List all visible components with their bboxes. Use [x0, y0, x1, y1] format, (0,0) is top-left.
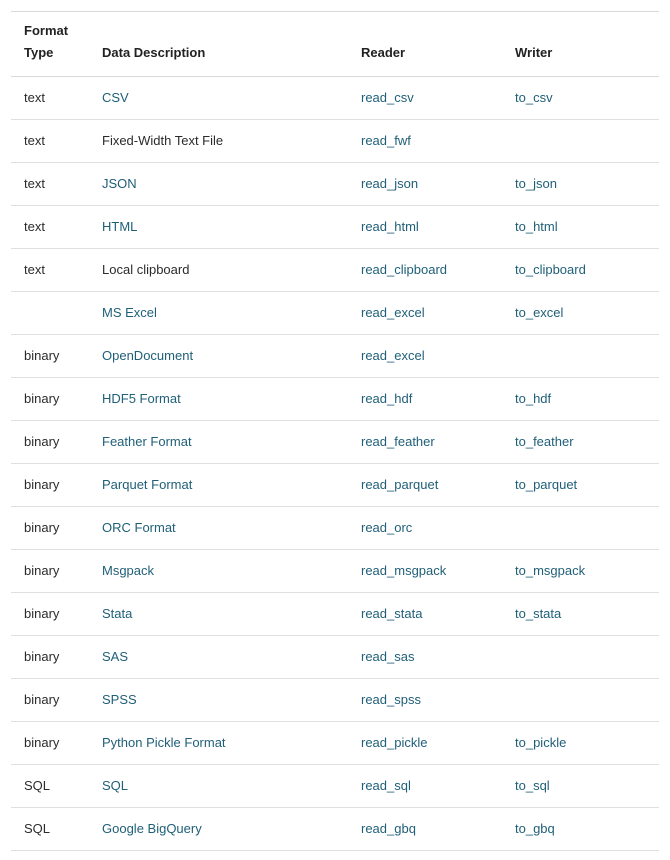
- reader-cell: [361, 292, 515, 335]
- reader-link[interactable]: read_orc: [361, 520, 413, 535]
- table-row: [11, 808, 659, 851]
- description-cell: [102, 593, 361, 636]
- header-writer: Writer: [515, 12, 659, 77]
- table-row: [11, 679, 659, 722]
- reader-link[interactable]: read_hdf: [361, 391, 413, 406]
- description-cell: [102, 550, 361, 593]
- io-formats-table: [11, 11, 659, 851]
- format-type-cell: binary: [11, 464, 102, 507]
- writer-cell: [515, 765, 659, 808]
- reader-link[interactable]: read_gbq: [361, 821, 416, 836]
- format-type-cell: binary: [11, 550, 102, 593]
- format-type-cell: binary: [11, 378, 102, 421]
- writer-link[interactable]: to_feather: [515, 434, 574, 449]
- writer-cell: [515, 593, 659, 636]
- description-cell: [102, 679, 361, 722]
- table-row: [11, 636, 659, 679]
- writer-cell: [515, 120, 659, 163]
- reader-cell: [361, 679, 515, 722]
- writer-cell: [515, 206, 659, 249]
- writer-cell: [515, 808, 659, 851]
- reader-cell: [361, 593, 515, 636]
- table-row: [11, 249, 659, 292]
- description-link[interactable]: Msgpack: [102, 563, 155, 578]
- reader-link[interactable]: read_pickle: [361, 735, 428, 750]
- writer-link[interactable]: to_sql: [515, 778, 550, 793]
- reader-cell: [361, 722, 515, 765]
- description-link[interactable]: Python Pickle Format: [102, 735, 226, 750]
- reader-link[interactable]: read_csv: [361, 90, 414, 105]
- description-cell: [102, 77, 361, 120]
- writer-link[interactable]: to_html: [515, 219, 558, 234]
- writer-link[interactable]: to_json: [515, 176, 557, 191]
- reader-link[interactable]: read_clipboard: [361, 262, 448, 277]
- reader-link[interactable]: read_feather: [361, 434, 435, 449]
- reader-cell: [361, 421, 515, 464]
- reader-cell: [361, 808, 515, 851]
- description-cell: [102, 507, 361, 550]
- description-cell: [102, 378, 361, 421]
- table-row: [11, 163, 659, 206]
- reader-link[interactable]: read_spss: [361, 692, 421, 707]
- format-type-cell: binary: [11, 636, 102, 679]
- writer-link[interactable]: to_stata: [515, 606, 562, 621]
- description-link[interactable]: HDF5 Format: [102, 391, 181, 406]
- reader-link[interactable]: read_excel: [361, 348, 425, 363]
- format-type-cell: text: [11, 77, 102, 120]
- description-link[interactable]: Google BigQuery: [102, 821, 202, 836]
- reader-cell: [361, 163, 515, 206]
- writer-link[interactable]: to_parquet: [515, 477, 578, 492]
- reader-cell: [361, 507, 515, 550]
- description-link[interactable]: Stata: [102, 606, 133, 621]
- writer-cell: [515, 378, 659, 421]
- reader-link[interactable]: read_fwf: [361, 133, 411, 148]
- reader-cell: [361, 550, 515, 593]
- writer-link[interactable]: to_hdf: [515, 391, 552, 406]
- reader-cell: [361, 120, 515, 163]
- writer-cell: [515, 636, 659, 679]
- description-cell: [102, 335, 361, 378]
- writer-cell: [515, 335, 659, 378]
- writer-cell: [515, 507, 659, 550]
- table-row: [11, 292, 659, 335]
- table-row: [11, 722, 659, 765]
- table-row: [11, 206, 659, 249]
- writer-link[interactable]: to_msgpack: [515, 563, 586, 578]
- description-link[interactable]: OpenDocument: [102, 348, 194, 363]
- reader-cell: [361, 335, 515, 378]
- format-type-cell: binary: [11, 421, 102, 464]
- header-data-description: Data Description: [102, 12, 361, 77]
- format-type-cell: binary: [11, 722, 102, 765]
- description-link[interactable]: ORC Format: [102, 520, 176, 535]
- description-cell: [102, 464, 361, 507]
- description-link[interactable]: SAS: [102, 649, 129, 664]
- header-format-type: [11, 12, 102, 77]
- reader-link[interactable]: read_excel: [361, 305, 425, 320]
- description-cell: [102, 249, 361, 292]
- format-type-cell: SQL: [11, 808, 102, 851]
- reader-link[interactable]: read_json: [361, 176, 419, 191]
- format-type-cell: SQL: [11, 765, 102, 808]
- table-row: [11, 550, 659, 593]
- table-body: [11, 77, 659, 851]
- writer-cell: [515, 464, 659, 507]
- description-cell: [102, 421, 361, 464]
- reader-cell: [361, 765, 515, 808]
- reader-cell: [361, 77, 515, 120]
- writer-link[interactable]: to_excel: [515, 305, 564, 320]
- table-row: [11, 507, 659, 550]
- format-type-cell: binary: [11, 679, 102, 722]
- header-format-type-line-1: Format: [24, 23, 69, 38]
- description-link[interactable]: SPSS: [102, 692, 137, 707]
- table-row: [11, 77, 659, 120]
- reader-cell: [361, 464, 515, 507]
- table-row: [11, 765, 659, 808]
- writer-link[interactable]: to_pickle: [515, 735, 567, 750]
- reader-link[interactable]: read_sas: [361, 649, 415, 664]
- table-header: [11, 12, 659, 77]
- reader-link[interactable]: read_stata: [361, 606, 423, 621]
- format-type-cell: binary: [11, 507, 102, 550]
- description-cell: [102, 722, 361, 765]
- description-link[interactable]: MS Excel: [102, 305, 157, 320]
- writer-cell: [515, 249, 659, 292]
- format-type-cell: text: [11, 120, 102, 163]
- description-link[interactable]: JSON: [102, 176, 137, 191]
- writer-cell: [515, 722, 659, 765]
- reader-cell: [361, 636, 515, 679]
- description-link[interactable]: SQL: [102, 778, 129, 793]
- format-type-cell: text: [11, 249, 102, 292]
- description-link[interactable]: Parquet Format: [102, 477, 193, 492]
- writer-cell: [515, 421, 659, 464]
- reader-link[interactable]: read_parquet: [361, 477, 439, 492]
- reader-cell: [361, 249, 515, 292]
- description-cell: [102, 636, 361, 679]
- table-row: [11, 335, 659, 378]
- writer-link[interactable]: to_clipboard: [515, 262, 586, 277]
- reader-cell: [361, 206, 515, 249]
- format-type-cell: text: [11, 163, 102, 206]
- description-link[interactable]: Feather Format: [102, 434, 192, 449]
- description-text: Fixed-Width Text File: [102, 133, 224, 148]
- writer-cell: [515, 163, 659, 206]
- reader-link[interactable]: read_sql: [361, 778, 411, 793]
- description-cell: [102, 206, 361, 249]
- description-cell: [102, 292, 361, 335]
- header-reader: Reader: [361, 12, 515, 77]
- writer-cell: [515, 292, 659, 335]
- format-type-cell: text: [11, 206, 102, 249]
- table-row: [11, 421, 659, 464]
- table-row: [11, 593, 659, 636]
- writer-cell: [515, 550, 659, 593]
- header-row: [11, 12, 659, 77]
- reader-link[interactable]: read_msgpack: [361, 563, 447, 578]
- writer-cell: [515, 77, 659, 120]
- description-cell: [102, 163, 361, 206]
- description-cell: [102, 120, 361, 163]
- description-text: Local clipboard: [102, 262, 190, 277]
- format-type-cell: binary: [11, 335, 102, 378]
- header-format-type-line-2: Type: [24, 45, 54, 60]
- table-row: [11, 464, 659, 507]
- description-cell: [102, 808, 361, 851]
- format-type-cell: binary: [11, 593, 102, 636]
- writer-cell: [515, 679, 659, 722]
- format-type-cell: [11, 292, 102, 335]
- reader-link[interactable]: read_html: [361, 219, 419, 234]
- description-cell: [102, 765, 361, 808]
- writer-link[interactable]: to_csv: [515, 90, 553, 105]
- writer-link[interactable]: to_gbq: [515, 821, 555, 836]
- description-link[interactable]: CSV: [102, 90, 129, 105]
- table-row: [11, 378, 659, 421]
- description-link[interactable]: HTML: [102, 219, 138, 234]
- table-row: [11, 120, 659, 163]
- reader-cell: [361, 378, 515, 421]
